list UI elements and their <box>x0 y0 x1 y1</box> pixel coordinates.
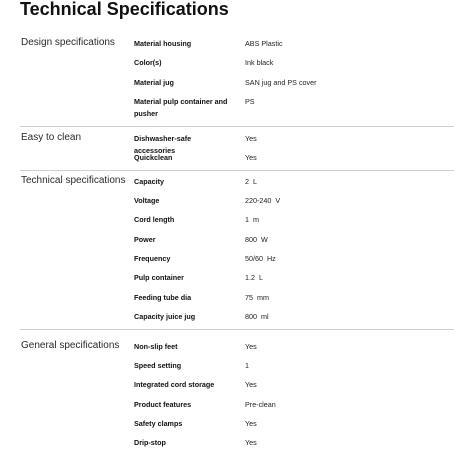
page-title: Technical Specifications <box>20 0 229 19</box>
spec-label: Color(s) <box>134 58 162 67</box>
spec-value: 1.2 L <box>245 273 263 282</box>
spec-value: Yes <box>245 342 257 351</box>
section-divider <box>20 329 454 330</box>
spec-value: 220-240 V <box>245 196 281 205</box>
spec-value: Yes <box>245 438 257 447</box>
spec-label: Capacity juice jug <box>134 312 196 321</box>
section-title: Easy to clean <box>21 132 82 143</box>
spec-value: 2 L <box>245 177 257 186</box>
spec-value: Yes <box>245 380 257 389</box>
spec-value: Yes <box>245 134 257 143</box>
spec-label: Safety clamps <box>134 419 183 428</box>
section-divider <box>20 170 454 171</box>
spec-label: Frequency <box>134 254 171 263</box>
spec-label: Dishwasher-safe accessories <box>134 134 192 155</box>
spec-label: Product features <box>134 400 192 409</box>
spec-label: Material housing <box>134 39 192 48</box>
section-title: Technical specifications <box>21 175 126 186</box>
spec-label: Quickclean <box>134 153 173 162</box>
spec-value: 50/60 Hz <box>245 254 276 263</box>
spec-value: PS <box>245 97 255 106</box>
spec-label: Voltage <box>134 196 160 205</box>
section-title: General specifications <box>21 340 120 351</box>
spec-value: 75 mm <box>245 293 269 302</box>
section-title: Design specifications <box>21 37 115 48</box>
spec-label: Material pulp container and pusher <box>134 97 228 118</box>
spec-value: 800 W <box>245 235 268 244</box>
spec-value: Yes <box>245 419 257 428</box>
spec-label: Non-slip feet <box>134 342 178 351</box>
spec-value: 800 ml <box>245 312 269 321</box>
spec-value: 1 <box>245 361 249 370</box>
spec-value: ABS Plastic <box>245 39 283 48</box>
spec-value: Yes <box>245 153 257 162</box>
spec-label: Drip-stop <box>134 438 166 447</box>
spec-label: Speed setting <box>134 361 182 370</box>
spec-value: Pre-clean <box>245 400 276 409</box>
spec-label: Cord length <box>134 215 175 224</box>
spec-label: Feeding tube dia <box>134 293 192 302</box>
spec-label: Integrated cord storage <box>134 380 215 389</box>
spec-label: Power <box>134 235 156 244</box>
spec-label: Pulp container <box>134 273 184 282</box>
section-divider <box>20 126 454 127</box>
spec-label: Material jug <box>134 78 174 87</box>
spec-value: 1 m <box>245 215 259 224</box>
spec-value: Ink black <box>245 58 274 67</box>
spec-label: Capacity <box>134 177 164 186</box>
spec-value: SAN jug and PS cover <box>245 78 317 87</box>
